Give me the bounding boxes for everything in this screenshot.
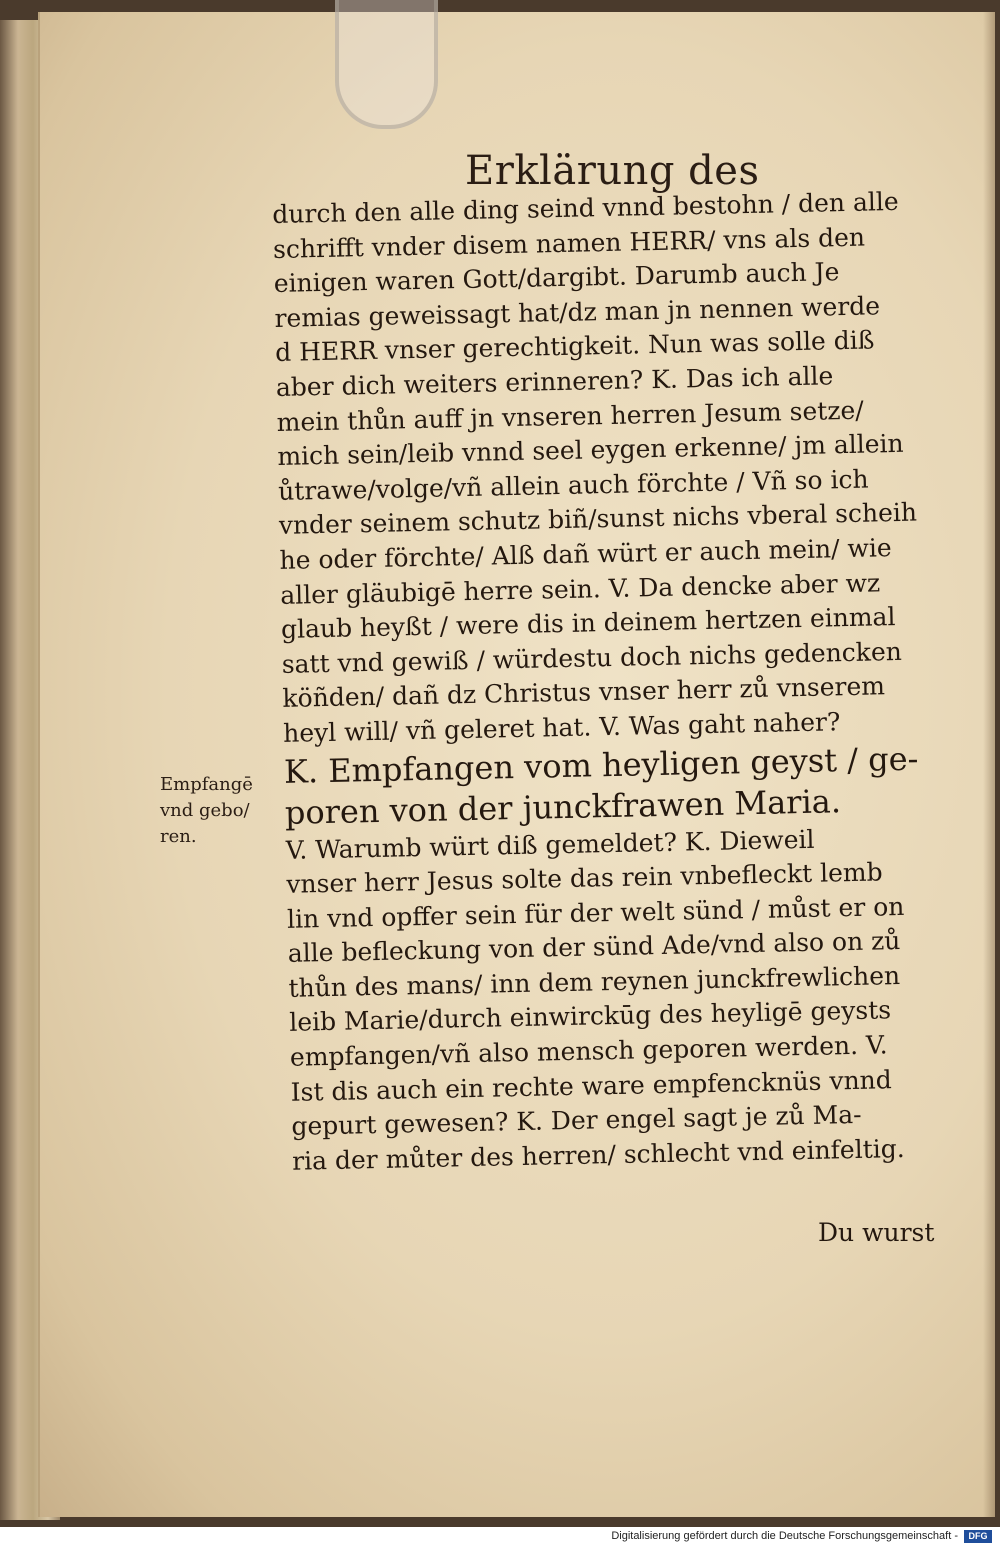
text-line: remias geweissagt hat/dz man jn nennen werde	[274, 291, 881, 333]
text-line: schrifft vnder disem namen HERR/ vns als den	[272, 222, 866, 264]
text-line: glaub heyßt / were dis in deinem hertzen einmal	[280, 602, 896, 645]
text-line: he oder förchte/ Alß dañ würt er auch mein/ wie	[279, 533, 892, 575]
text-line: lin vnd opffer sein für der welt sünd / můst er on	[286, 891, 905, 934]
text-line: köñden/ dañ dz Christus vnser herr zů vnserem	[282, 671, 886, 714]
text-line: ria der můter des herren/ schlecht vnd einfeltig.	[291, 1133, 905, 1176]
catchword: Du wurst	[818, 1218, 935, 1247]
text-line: aller gläubigē herre sein. V. Da dencke aber wz	[280, 567, 881, 610]
text-line: mein thůn auff jn vnseren herren Jesum setze/	[276, 395, 864, 437]
marginal-note	[160, 772, 270, 850]
main-text-block	[272, 184, 974, 1248]
heading-line: poren von der junckfrawen Maria.	[284, 781, 842, 832]
text-line: d HERR vnser gerechtigkeit. Nun was solle diß	[274, 325, 875, 368]
text-line: einigen waren Gott/dargibt. Darumb auch Je	[273, 257, 840, 299]
text-line: V. Warumb würt diß gemeldet? K. Dieweil	[285, 824, 815, 865]
funding-credit: Digitalisierung gefördert durch die Deutsche Forschungsgemeinschaft -	[611, 1530, 958, 1542]
text-line: empfangen/vñ also mensch geporen werden. V.	[289, 1030, 888, 1072]
dfg-logo-icon: DFG	[964, 1530, 992, 1543]
text-line: mich sein/leib vnnd seel eygen erkenne/ jm allein	[277, 428, 904, 472]
footer-bar	[0, 1527, 1000, 1547]
text-line: Ist dis auch ein rechte ware empfencknüs vnnd	[290, 1064, 893, 1107]
text-line: durch den alle ding seind vnnd bestohn / den alle	[272, 186, 899, 229]
marginal-note-line: vnd gebo/	[160, 800, 250, 821]
text-line: aber dich weiters erinneren? K. Das ich alle	[275, 361, 834, 402]
text-line: gepurt gewesen? K. Der engel sagt je zů Ma-	[291, 1100, 862, 1142]
page-right-edge-shadow	[983, 12, 995, 1517]
text-line: ůtrawe/volge/vñ allein auch förchte / Vñ so ich	[277, 464, 869, 506]
running-title: Erklärung des	[465, 148, 760, 194]
marginal-note-line: ren.	[160, 826, 197, 847]
text-line: heyl will/ vñ geleret hat. V. Was gaht naher?	[282, 707, 841, 748]
text-line: vnser herr Jesus solte das rein vnbefleckt lemb	[286, 857, 883, 899]
page-clip	[335, 0, 438, 129]
marginal-note-line: Empfangē	[160, 774, 253, 795]
text-line: alle befleckung von der sünd Ade/vnd also on zů	[287, 926, 901, 969]
text-line: thůn des mans/ inn dem reynen junckfrewlichen	[288, 960, 901, 1003]
text-line: satt vnd gewiß / würdestu doch nichs gedencken	[281, 636, 903, 679]
text-line: leib Marie/durch einwirckūg des heyligē geysts	[288, 995, 892, 1038]
heading-line: K. Empfangen vom heyligen geyst / ge-	[283, 739, 919, 791]
text-line: vnder seinem schutz biñ/sunst nichs vberal scheih	[278, 497, 918, 541]
